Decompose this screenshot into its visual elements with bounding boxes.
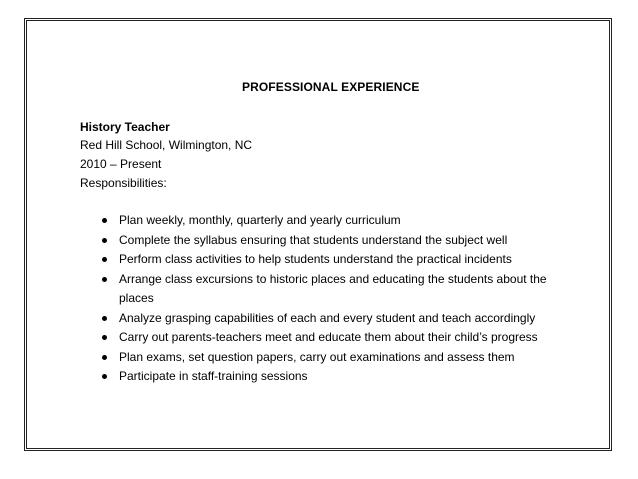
list-item — [0, 211, 638, 231]
list-item — [0, 270, 638, 309]
list-item — [0, 367, 638, 387]
list-item — [0, 231, 638, 251]
bullet-icon — [102, 316, 107, 321]
list-item-text: Analyze grasping capabilities of each and every student and teach accordingly — [119, 310, 536, 325]
list-item — [0, 250, 638, 270]
list-item-text: Participate in staff-training sessions — [119, 369, 308, 383]
bullet-icon — [102, 374, 107, 379]
employer-line: Red Hill School, Wilmington, NC — [80, 138, 253, 152]
dates-line: 2010 – Present — [80, 157, 162, 171]
list-item-text: Complete the syllabus ensuring that students understand the subject well — [119, 232, 508, 247]
list-item — [0, 328, 638, 348]
bullet-icon — [102, 335, 107, 340]
list-item-text: Perform class activities to help students understand the practical incidents — [119, 252, 512, 266]
bullet-icon — [102, 257, 107, 262]
list-item — [0, 309, 638, 329]
list-item-text: Arrange class excursions to historic places and educating the students about the places — [119, 271, 547, 305]
list-item-text: Plan weekly, monthly, quarterly and yearly curriculum — [119, 213, 401, 227]
job-title: History Teacher — [80, 120, 170, 134]
list-item — [0, 348, 638, 368]
responsibilities-list — [0, 211, 638, 387]
list-item-text: Carry out parents-teachers meet and educate them about their child’s progress — [119, 330, 538, 344]
bullet-icon — [102, 355, 107, 360]
section-title: PROFESSIONAL EXPERIENCE — [242, 80, 420, 94]
bullet-icon — [102, 218, 107, 223]
list-item-text: Plan exams, set question papers, carry out examinations and assess them — [119, 349, 515, 364]
responsibilities-label: Responsibilities: — [80, 176, 167, 190]
bullet-icon — [102, 238, 107, 243]
bullet-icon — [102, 277, 107, 282]
